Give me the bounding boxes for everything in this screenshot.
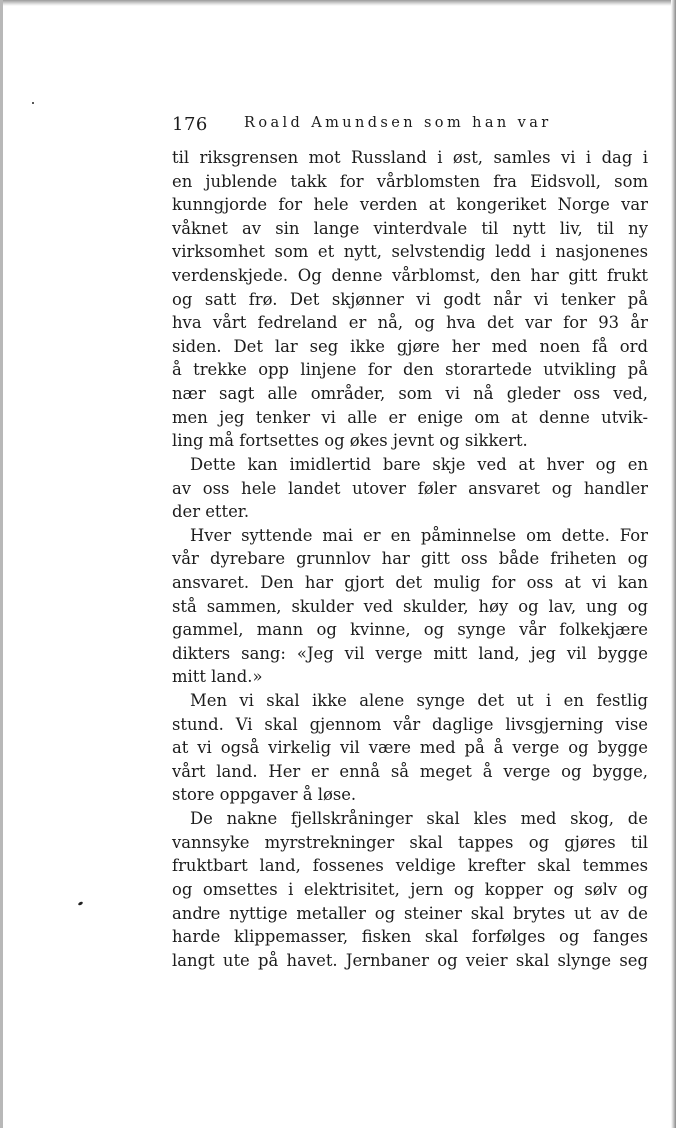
dust-speck [78, 901, 84, 906]
text-line: stund. Vi skal gjennom vår daglige livsgjerning vise [172, 714, 648, 734]
text-line: kunngjorde for hele verden at kongeriket Norge var [172, 195, 648, 215]
text-line: hva vårt fedreland er nå, og hva det var for 93 år [172, 313, 648, 333]
text-line: nær sagt alle områder, som vi nå gleder oss ved, [172, 384, 648, 404]
scan-edge-top [0, 0, 676, 6]
text-line: til riksgrensen mot Russland i øst, samles vi i dag i [172, 148, 648, 167]
dust-speck [32, 102, 34, 104]
text-line: og satt frø. Det skjønner vi godt når vi tenker på [172, 289, 648, 309]
scan-edge-right [671, 0, 676, 1128]
page-header [172, 112, 592, 136]
page-number: 176 [172, 114, 208, 135]
text-line: Dette kan imidlertid bare skje ved at hver og en [190, 454, 648, 474]
text-line: men jeg tenker vi alle er enige om at denne utvik- [172, 407, 648, 427]
text-line: Hver syttende mai er en påminnelse om dette. For [190, 525, 648, 545]
text-line: ansvaret. Den har gjort det mulig for oss at vi kan [172, 572, 648, 592]
text-line: at vi også virkelig vil være med på å verge og bygge [172, 738, 648, 758]
text-line: mitt land.» [172, 667, 263, 687]
text-line: ling må fortsettes og økes jevnt og sikkert. [172, 431, 528, 451]
text-line: av oss hele landet utover føler ansvaret og handler [172, 478, 648, 498]
text-line: vannsyke myrstrekninger skal tappes og gjøres til [172, 832, 648, 852]
body-text [172, 146, 648, 972]
text-line: en jublende takk for vårblomsten fra Eidsvoll, som [172, 171, 648, 191]
text-line: og omsettes i elektrisitet, jern og kopper og sølv og [172, 879, 648, 899]
text-line: å trekke opp linjene for den storartede utvikling på [172, 360, 648, 380]
text-line: dikters sang: «Jeg vil verge mitt land, jeg vil bygge [172, 643, 648, 663]
text-line: siden. Det lar seg ikke gjøre her med noen få ord [172, 336, 648, 356]
text-line: der etter. [172, 502, 250, 522]
running-title: Roald Amundsen som han var [244, 115, 552, 131]
text-line: langt ute på havet. Jernbaner og veier skal slynge seg [172, 950, 648, 970]
text-line: vårt land. Her er ennå så meget å verge og bygge, [172, 761, 648, 781]
text-line: andre nyttige metaller og steiner skal brytes ut av de [172, 903, 648, 923]
text-line: gammel, mann og kvinne, og synge vår folkekjære [172, 620, 648, 640]
text-line: harde klippemasser, fisken skal forfølges og fanges [172, 927, 648, 947]
text-line: våknet av sin lange vinterdvale til nytt liv, til ny [172, 218, 648, 238]
text-line: stå sammen, skulder ved skulder, høy og lav, ung og [172, 596, 648, 616]
text-line: store oppgaver å løse. [172, 785, 357, 805]
text-line: verdenskjede. Og denne vårblomst, den har gitt frukt [172, 266, 648, 286]
text-line: De nakne fjellskråninger skal kles med skog, de [190, 809, 648, 829]
text-line: virksomhet som et nytt, selvstendig ledd i nasjonenes [172, 242, 648, 262]
text-line: fruktbart land, fossenes veldige krefter skal temmes [172, 856, 648, 876]
text-line: vår dyrebare grunnlov har gitt oss både friheten og [172, 549, 648, 569]
text-line: Men vi skal ikke alene synge det ut i en festlig [190, 691, 648, 711]
scan-edge-left [0, 0, 3, 1128]
